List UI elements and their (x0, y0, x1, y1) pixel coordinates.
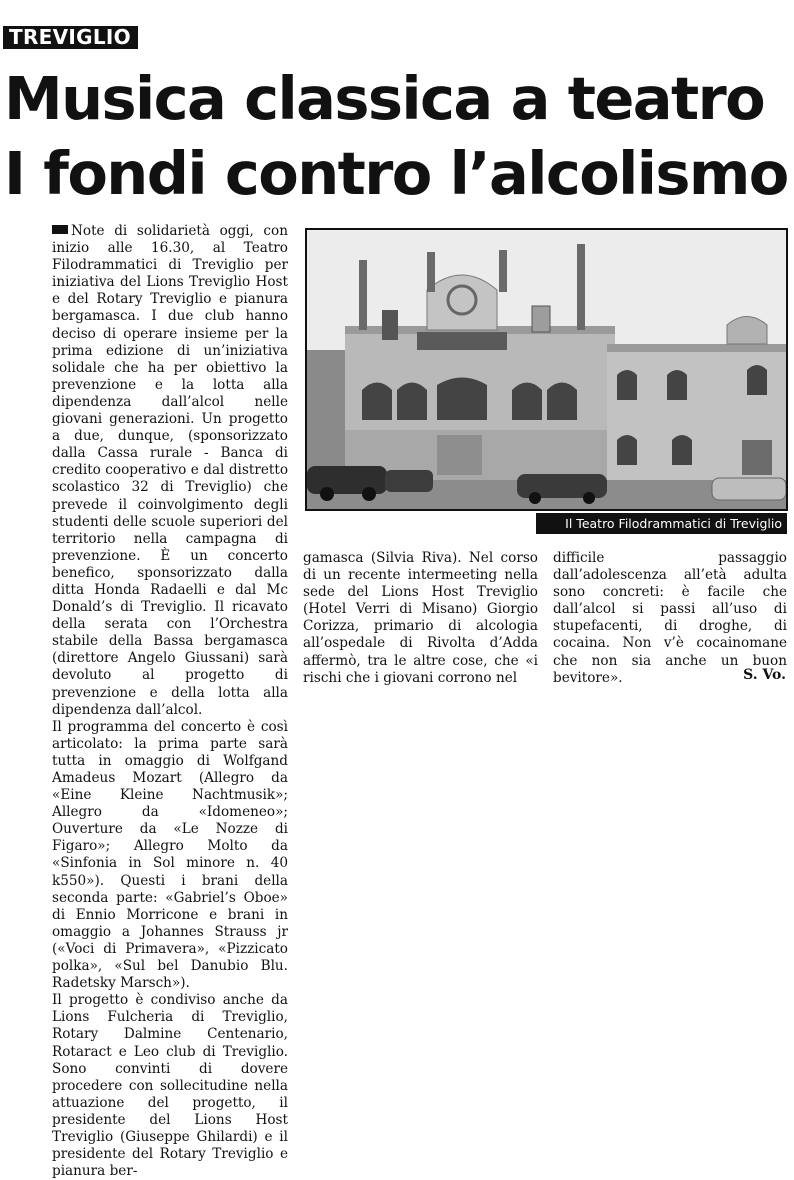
lead-square-mark (52, 225, 68, 234)
article-paragraph: difficile passaggio dall’adolescenza all’età adulta sono concreti: è facile che dall’alcol si passi all’uso di stupefacenti, di droghe, di cocaina. Non v’è cocainomane che non sia anche un buon bevitore». (553, 550, 787, 686)
section-kicker: TREVIGLIO (3, 26, 138, 49)
article-paragraph: gamasca (Silvia Riva). Nel corso di un recente intermeeting nella sede del Lions Host Treviglio (Hotel Verri di Misano) Giorgio Corizza, primario di alcologia all’ospedale di Rivolta d’Adda affermò, tra le altre cose, che «i rischi che i giovani corrono nel (303, 550, 538, 686)
article-paragraph: Il progetto è condiviso anche da Lions Fulcheria di Treviglio, Rotary Dalmine Centenario, Rotaract e Leo club di Treviglio. Sono convinti di dovere procedere con sollecitudine nella attuazione del progetto, il presidente del Lions Host Treviglio (Giuseppe Ghilardi) e il presidente del Rotary Treviglio e pianura ber- (52, 992, 288, 1180)
article-paragraph-text: Note di solidarietà oggi, con inizio alle 16.30, al Teatro Filodrammatici di Treviglio per iniziativa del Lions Treviglio Host e del Rotary Treviglio e pianura bergamasca. I due club hanno deciso di operare insieme per la prima edizione di un’iniziativa solidale che ha per obiettivo la prevenzione e la lotta alla dipendenza dall’alcol nelle giovani generazioni. Un progetto a due, dunque, (sponsorizzato dalla Cassa rurale - Banca di credito cooperativo e dal distretto scolastico 32 di Treviglio) che prevede il coinvolgimento degli studenti delle scuole superiori del territorio nella campagna di prevenzione. È un concerto benefico, sponsorizzato dalla ditta Honda Radaelli e dal Mc Donald’s di Treviglio. Il ricavato della serata con l’Orchestra stabile della Bassa bergamasca (direttore Angelo Giussani) sarà devoluto al progetto di prevenzione e della lotta alla dipendenza dall’alcol. (52, 223, 288, 718)
article-column-1 (52, 223, 288, 1180)
headline-line-1: Musica classica a teatro (4, 64, 765, 133)
photo-caption: Il Teatro Filodrammatici di Treviglio (536, 513, 787, 534)
article-paragraph (52, 223, 288, 719)
article-column-2 (303, 550, 538, 687)
theatre-building-illustration (307, 230, 786, 509)
headline-line-2: I fondi contro l’alcolismo (4, 139, 788, 208)
article-paragraph: Il programma del concerto è così articolato: la prima parte sarà tutta in omaggio di Wolfgand Amadeus Mozart (Allegro da «Eine Kleine Nachtmusik»; Allegro da «Idomeneo»; Ouverture da «Le Nozze di Figaro»; Allegro Molto da «Sinfonia in Sol minore n. 40 k550»). Questi i brani della seconda parte: «Gabriel’s Oboe» di Ennio Morricone e brani in omaggio a Johannes Strauss jr («Voci di Primavera», «Pizzicato polka», «Sul bel Danubio Blu. Radetsky Marsch»). (52, 718, 288, 992)
theatre-photo (305, 228, 788, 511)
author-signature: S. Vo. (743, 667, 786, 683)
